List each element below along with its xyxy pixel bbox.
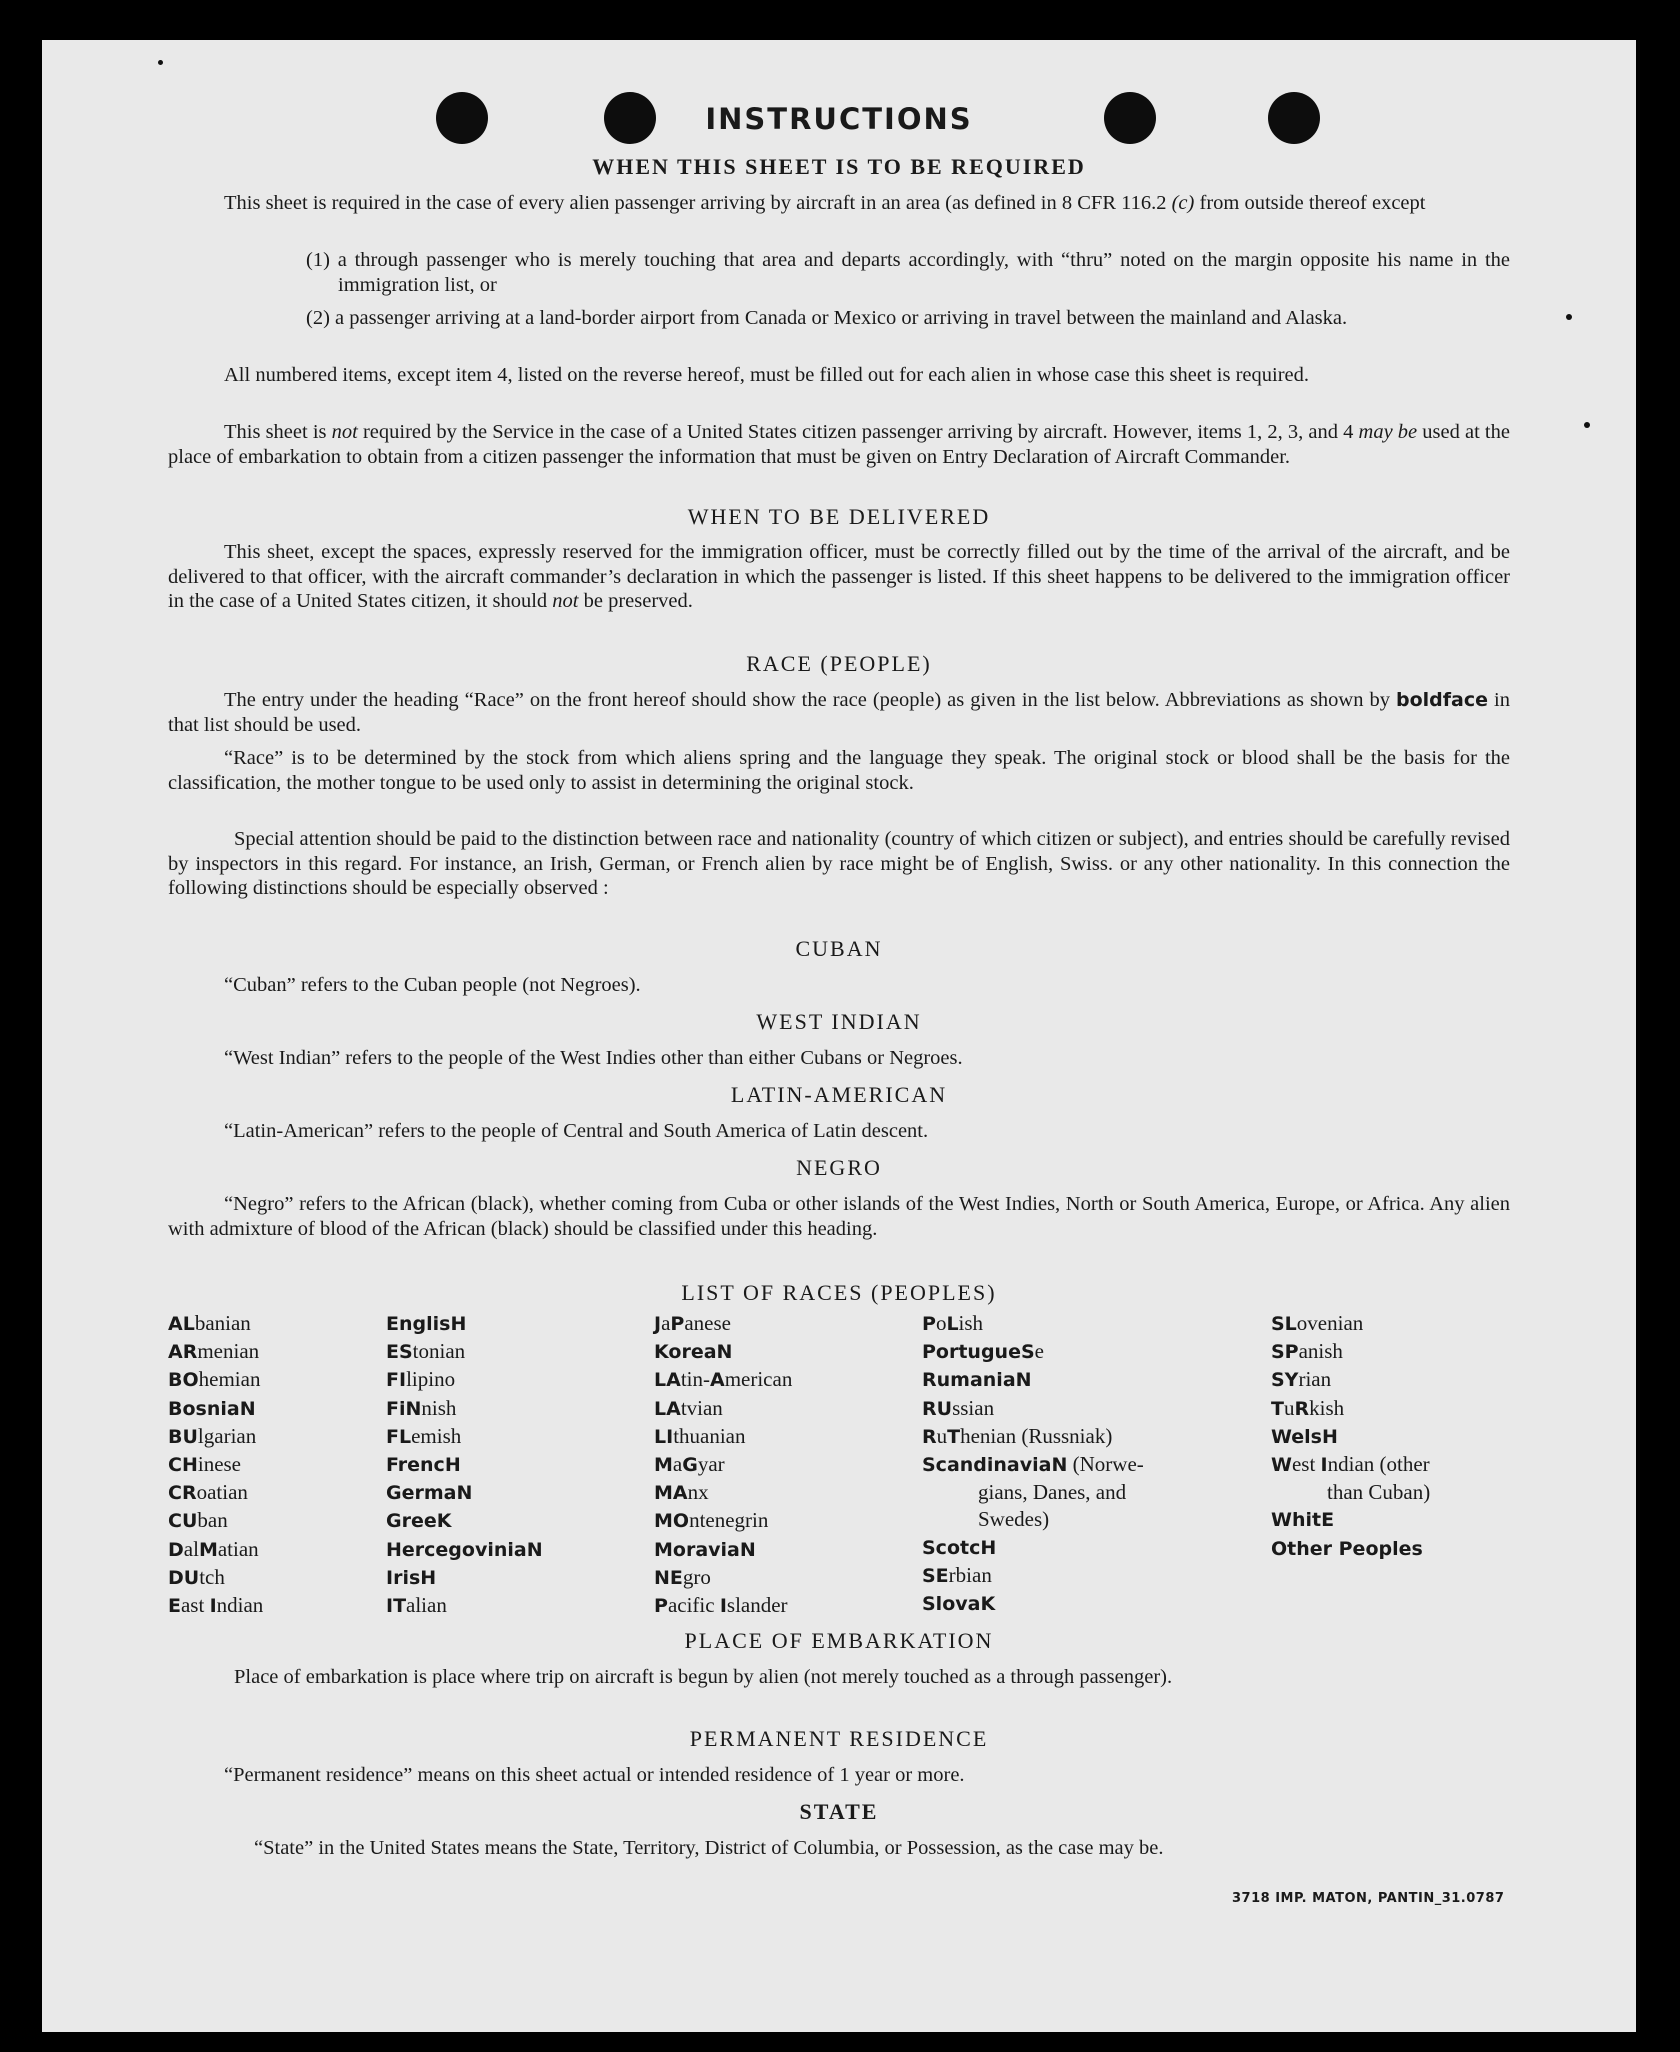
race-entry: IrisH: [386, 1566, 437, 1589]
race-entry: GermaN: [386, 1482, 473, 1505]
race-entry: GreeK: [386, 1510, 452, 1533]
page-title: INSTRUCTIONS: [705, 102, 973, 136]
race-entry: SPanish: [1271, 1339, 1343, 1364]
heading-when-delivered: WHEN TO BE DELIVERED: [687, 504, 991, 529]
race-entry: PortugueSe: [922, 1339, 1044, 1364]
race-entry: Other Peoples: [1271, 1537, 1423, 1560]
paragraph-negro: “Negro” refers to the African (black), whether coming from Cuba or other islands of the West Indies, North or South America, Europe, or Africa. Any alien with admixture of blood of the African (black) should be classified under this heading.: [168, 1193, 1510, 1240]
document-page: [42, 40, 1636, 2032]
race-entry: DalMatian: [168, 1536, 259, 1561]
race-entry: CUban: [168, 1508, 228, 1533]
race-entry: FiNnish: [386, 1395, 457, 1420]
paragraph-required: This sheet is required in the case of every alien passenger arriving by aircraft in an area (as defined in 8 CFR 116.2 (c) from outside thereof except: [224, 192, 1426, 214]
race-entry: ScotcH: [922, 1536, 997, 1559]
race-entry: CHinese: [168, 1452, 242, 1477]
race-entry: BUlgarian: [168, 1423, 257, 1448]
race-entry: LIthuanian: [654, 1423, 746, 1448]
race-entry: KoreaN: [654, 1341, 733, 1364]
race-entry: JaPanese: [654, 1311, 731, 1335]
paragraph-embarkation: Place of embarkation is place where trip on aircraft is begun by alien (not merely touched as a through passenger).: [234, 1666, 1173, 1688]
race-entry: SErbian: [922, 1562, 992, 1587]
race-entry: West Indian (other: [1271, 1452, 1430, 1477]
speck: [1584, 422, 1590, 428]
race-entry: RumaniaN: [922, 1369, 1032, 1392]
race-column-2: [386, 1310, 543, 1620]
race-entry: WhitE: [1271, 1509, 1335, 1532]
race-entry: SLovenian: [1271, 1311, 1364, 1335]
heading-list-of-races: LIST OF RACES (PEOPLES): [681, 1280, 997, 1305]
paragraph-cuban: “Cuban” refers to the Cuban people (not Negroes).: [224, 974, 641, 996]
race-entry: RUssian: [922, 1395, 995, 1420]
heading-latin-american: LATIN-AMERICAN: [730, 1082, 948, 1107]
race-entry: DUtch: [168, 1564, 225, 1589]
race-entry: than Cuban): [1327, 1480, 1431, 1505]
printer-mark: 3718 IMP. MATON, PANTIN_31.0787: [1232, 1891, 1505, 1906]
race-entry: Pacific Islander: [654, 1593, 788, 1618]
race-column-3: [654, 1310, 792, 1620]
heading-negro: NEGRO: [796, 1155, 882, 1180]
race-column-5: [1271, 1310, 1430, 1563]
race-entry: MaGyar: [654, 1452, 725, 1477]
speck: [158, 60, 163, 65]
race-entry: SYrian: [1271, 1367, 1332, 1392]
exception-2: (2) a passenger arriving at a land-border airport from Canada or Mexico or arriving in travel between the mainland and Alaska.: [306, 307, 1348, 329]
race-entry: FIlipino: [386, 1367, 456, 1392]
race-entry: SlovaK: [922, 1593, 996, 1616]
race-entry: MOntenegrin: [654, 1508, 769, 1533]
race-entry: LAtin-American: [654, 1367, 793, 1392]
heading-permanent-residence: PERMANENT RESIDENCE: [689, 1726, 989, 1751]
race-entry: CRoatian: [168, 1480, 248, 1505]
paragraph-race-stock: “Race” is to be determined by the stock from which aliens spring and the language they speak. The original stock or blood shall be the basis for the classification, the mother tongue to be used only to assist in determining the original stock.: [168, 747, 1510, 794]
race-entry: gians, Danes, and: [978, 1480, 1127, 1505]
race-entry: WelsH: [1271, 1425, 1338, 1448]
race-entry: ARmenian: [168, 1339, 260, 1364]
race-entry: NEgro: [654, 1564, 711, 1589]
race-entry: FrencH: [386, 1454, 461, 1477]
race-entry: MoraviaN: [654, 1538, 756, 1561]
race-entry: Swedes): [978, 1507, 1050, 1532]
heading-race: RACE (PEOPLE): [746, 651, 932, 676]
race-entry: BOhemian: [168, 1367, 261, 1392]
race-entry: ScandinaviaN (Norwe-: [922, 1452, 1144, 1477]
heading-when-required: WHEN THIS SHEET IS TO BE REQUIRED: [592, 154, 1086, 179]
race-entry: PoLish: [922, 1311, 984, 1335]
race-entry: East Indian: [168, 1593, 264, 1618]
exception-1: (1) a through passenger who is merely touching that area and departs accordingly, with “thru” noted on the margin opposite his name in the immigration list, or: [306, 249, 1510, 296]
heading-cuban: CUBAN: [795, 936, 883, 961]
race-entry: RuThenian (Russniak): [922, 1423, 1113, 1448]
race-entry: FLemish: [386, 1423, 462, 1448]
heading-state: STATE: [799, 1799, 879, 1824]
paragraph-citizen: This sheet is not required by the Service in the case of a United States citizen passenger arriving by aircraft. However, items 1, 2, 3, and 4 may be used at the place of embarkation to obtain from a citizen passenger the information that must be given on Entry Declaration of Aircraft Commander.: [168, 421, 1510, 468]
race-entry: LAtvian: [654, 1395, 723, 1420]
race-entry: ALbanian: [168, 1311, 251, 1335]
paragraph-race-attention: Special attention should be paid to the distinction between race and nationality (country of which citizen or subject), and entries should be carefully revised by inspectors in this regard. For instance, an Irish, German, or French alien by race might be of English, Swiss. or any other nationality. In this connection the following distinctions should be especially observed :: [168, 828, 1510, 900]
paragraph-latin-american: “Latin-American” refers to the people of Central and South America of Latin descent.: [224, 1120, 929, 1142]
heading-west-indian: WEST INDIAN: [756, 1009, 922, 1034]
race-entry: BosniaN: [168, 1397, 256, 1420]
paragraph-numbered-items: All numbered items, except item 4, listed on the reverse hereof, must be filled out for each alien in whose case this sheet is required.: [224, 364, 1310, 386]
race-entry: TuRkish: [1271, 1395, 1345, 1420]
race-column-4: [922, 1310, 1144, 1618]
heading-place-of-embarkation: PLACE OF EMBARKATION: [684, 1628, 994, 1653]
race-entry: EStonian: [386, 1339, 466, 1364]
paragraph-delivered: This sheet, except the spaces, expressly reserved for the immigration officer, must be correctly filled out by the time of the arrival of the aircraft, and be delivered to that officer, with the aircraft commander’s declaration in which the passenger is listed. If this sheet happens to be delivered to the immigration officer in the case of a United States citizen, it should not be preserved.: [168, 541, 1510, 613]
paragraph-west-indian: “West Indian” refers to the people of the West Indies other than either Cubans or Negroes.: [224, 1047, 963, 1069]
race-entry: HercegoviniaN: [386, 1538, 543, 1561]
race-entry: ITalian: [386, 1593, 447, 1618]
race-column-1: [168, 1310, 263, 1620]
race-entry: MAnx: [654, 1480, 709, 1505]
paragraph-residence: “Permanent residence” means on this sheet actual or intended residence of 1 year or more.: [224, 1764, 965, 1786]
race-entry: EnglisH: [386, 1313, 467, 1335]
paragraph-race-entry: The entry under the heading “Race” on the front hereof should show the race (people) as given in the list below. Abbreviations as shown by boldface in that list should be used.: [168, 689, 1510, 736]
speck: [1566, 314, 1572, 320]
paragraph-state: “State” in the United States means the State, Territory, District of Columbia, or Possession, as the case may be.: [254, 1837, 1164, 1859]
